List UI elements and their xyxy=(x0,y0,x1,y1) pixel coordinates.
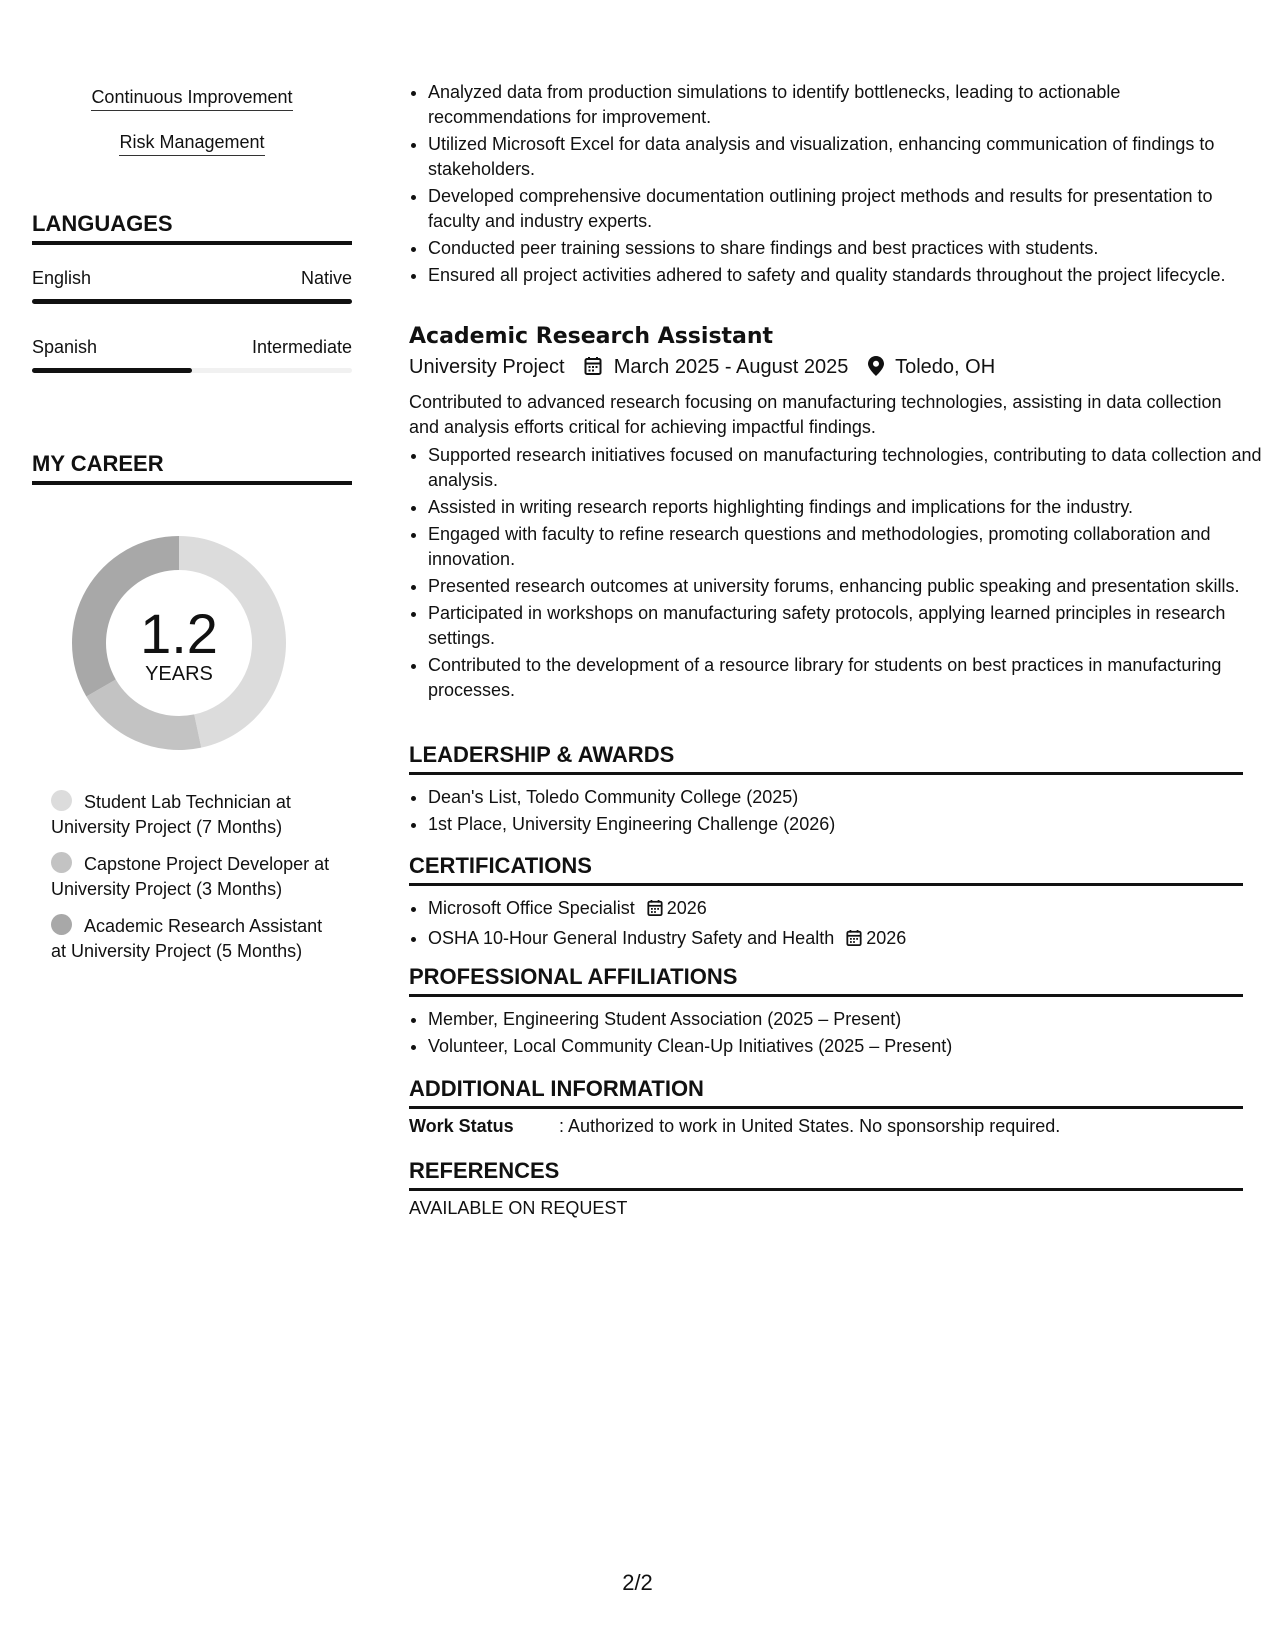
list-item xyxy=(428,926,1262,954)
skill-label: Risk Management xyxy=(119,131,264,156)
languages-heading: LANGUAGES xyxy=(32,210,352,245)
job-location: Toledo, OH xyxy=(895,356,996,378)
map-pin-icon xyxy=(868,356,884,382)
language-name: Spanish xyxy=(32,337,98,357)
legend-label: Capstone Project Developer at University Project (3 Months) xyxy=(51,854,330,899)
list-item: • 1st Place, University Engineering Challenge (2026) xyxy=(428,812,1262,837)
language-proficiency-bar xyxy=(32,299,352,304)
skill-label: Continuous Improvement xyxy=(91,86,292,111)
legend-dot xyxy=(51,790,72,811)
legend-dot xyxy=(51,914,72,935)
affiliations-heading: PROFESSIONAL AFFILIATIONS xyxy=(409,963,1243,997)
legend-dot xyxy=(51,852,72,873)
calendar-icon xyxy=(584,356,602,382)
certifications-list xyxy=(409,896,1262,956)
work-status-label: Work Status xyxy=(409,1116,514,1136)
list-item: • Developed comprehensive documentation outlining project methods and results for presentation to faculty and industry experts. xyxy=(428,184,1262,234)
additional-info-heading: ADDITIONAL INFORMATION xyxy=(409,1075,1243,1109)
list-item: • Presented research outcomes at university forums, enhancing public speaking and presentation skills. xyxy=(428,574,1262,599)
list-item: • Contributed to the development of a resource library for students on best practices in manufacturing processes. xyxy=(428,653,1262,703)
leadership-list xyxy=(409,785,1262,839)
calendar-icon xyxy=(647,899,663,924)
list-item xyxy=(428,896,1262,924)
list-item: • Supported research initiatives focused on manufacturing technologies, contributing to data collection and analysis. xyxy=(428,443,1262,493)
career-legend-item xyxy=(51,852,341,902)
work-status-value: : Authorized to work in United States. No sponsorship required. xyxy=(559,1116,1061,1136)
list-item: • Analyzed data from production simulations to identify bottlenecks, leading to actionable recommendations for improvement. xyxy=(428,80,1262,130)
list-item: • Assisted in writing research reports highlighting findings and implications for the industry. xyxy=(428,495,1262,520)
list-item: • Participated in workshops on manufacturing safety protocols, applying learned principles in research settings. xyxy=(428,601,1262,651)
language-proficiency-fill xyxy=(32,368,192,373)
career-total-unit: YEARS xyxy=(145,663,213,685)
job-summary: Contributed to advanced research focusing on manufacturing technologies, assisting in data collection and analysis efforts critical for achieving impactful findings. xyxy=(409,392,1222,437)
job-title: Academic Research Assistant xyxy=(409,324,774,349)
language-row xyxy=(32,268,352,292)
job-meta xyxy=(409,356,995,382)
language-level: Native xyxy=(300,268,352,288)
skill-item xyxy=(32,86,352,111)
job-company: University Project xyxy=(409,356,565,378)
list-item: • Conducted peer training sessions to share findings and best practices with students. xyxy=(428,236,1262,261)
page-number: 2/2 xyxy=(622,1570,653,1595)
language-level: Intermediate xyxy=(251,337,352,357)
language-proficiency-bar xyxy=(32,368,352,373)
certifications-heading: CERTIFICATIONS xyxy=(409,852,1243,886)
legend-label: Academic Research Assistant at University Project (5 Months) xyxy=(51,916,323,961)
list-item: • Dean's List, Toledo Community College (2025) xyxy=(428,785,1262,810)
career-donut-segment xyxy=(86,680,201,751)
skill-item xyxy=(32,131,352,156)
references-heading: REFERENCES xyxy=(409,1157,1243,1191)
cert-name: Microsoft Office Specialist xyxy=(428,898,635,918)
job-bullets xyxy=(409,443,1262,705)
leadership-heading: LEADERSHIP & AWARDS xyxy=(409,741,1243,775)
cert-year: 2026 xyxy=(866,928,907,948)
list-item: • Member, Engineering Student Association (2025 – Present) xyxy=(428,1007,1262,1032)
career-heading: MY CAREER xyxy=(32,450,352,485)
cert-name: OSHA 10-Hour General Industry Safety and Health xyxy=(428,928,835,948)
language-name: English xyxy=(32,268,92,288)
language-row xyxy=(32,337,352,361)
career-legend-item xyxy=(51,914,341,964)
experience-bullets xyxy=(409,80,1262,290)
career-legend-item xyxy=(51,790,341,840)
list-item: • Ensured all project activities adhered to safety and quality standards throughout the project lifecycle. xyxy=(428,263,1262,288)
cert-year: 2026 xyxy=(666,898,707,918)
job-dates: March 2025 - August 2025 xyxy=(613,356,849,378)
list-item: • Engaged with faculty to refine research questions and methodologies, promoting collaboration and innovation. xyxy=(428,522,1262,572)
legend-label: Student Lab Technician at University Project (7 Months) xyxy=(51,792,291,837)
references-text: AVAILABLE ON REQUEST xyxy=(409,1198,628,1218)
calendar-icon xyxy=(846,929,862,954)
career-total-years: 1.2 xyxy=(140,602,218,665)
list-item: • Utilized Microsoft Excel for data analysis and visualization, enhancing communication of findings to stakeholders. xyxy=(428,132,1262,182)
language-proficiency-fill xyxy=(32,299,352,304)
affiliations-list xyxy=(409,1007,1262,1061)
work-status-row xyxy=(409,1116,1060,1137)
career-donut-chart xyxy=(66,530,292,756)
list-item: • Volunteer, Local Community Clean-Up Initiatives (2025 – Present) xyxy=(428,1034,1262,1059)
